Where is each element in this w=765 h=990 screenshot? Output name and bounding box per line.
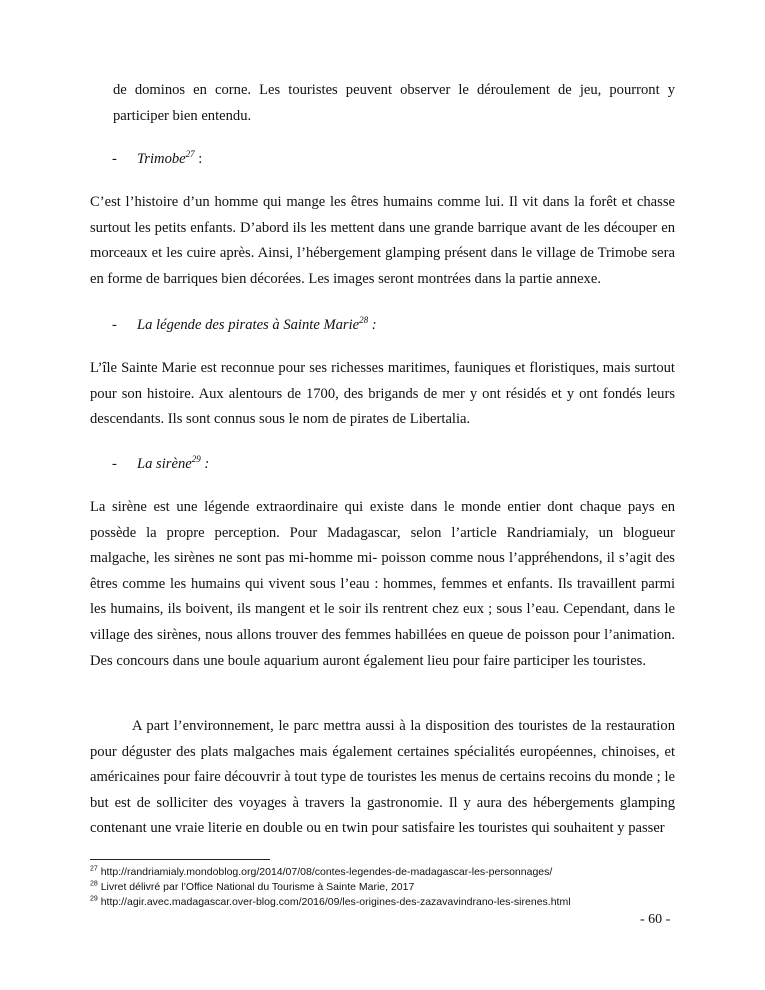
heading-title: Trimobe [137,151,186,167]
continuation-paragraph: de dominos en corne. Les touristes peuvent observer le déroulement de jeu, pourront y participer bien entendu. [113,82,675,124]
page-number: - 60 - [640,912,671,927]
heading-title: La légende des pirates à Sainte Marie [137,317,360,333]
footnote-ref: 28 [359,315,369,326]
bullet-dash: - [112,151,117,167]
paragraph-closing: A part l’environnement, le parc mettra aussi à la disposition des touristes de la restauration pour déguster des plats malgaches mais également certaines spécialités européennes, chinoises, et américaines pour faire découvrir à tout type de touristes les menus de certains recoins du monde ; le but est de solliciter des voyages à travers la gastronomie. Il y aura des hébergements glamping contenant une vraie literie en double ou en twin pour satisfaire les touristes qui souhaitent y passer [90,718,675,837]
heading-suffix: : [200,456,210,472]
footnote-text: http://randriamialy.mondoblog.org/2014/07/08/contes-legendes-de-madagascar-les-personnages/ [97,866,553,878]
heading-sirene [112,453,209,475]
paragraph-sirene: La sirène est une légende extraordinaire qui existe dans le monde entier dont chaque pays en possède la propre perception. Pour Madagascar, selon l’article Randriamialy, un blogueur malgache, les sirènes ne sont pas mi-homme mi- poisson comme nous l’appréhendons, il s’agit des êtres comme les humains qui vivent sous l’eau : hommes, femmes et enfants. Ils travaillent parmi les humains, ils boivent, ils mangent et le soir ils rentrent chez eux ; sous l’eau. Cependant, dans le village des sirènes, nous allons trouver des femmes habillées en queue de poisson pour l’animation. Des concours dans une boule aquarium auront également lieu pour faire participer les touristes. [90,499,675,669]
paragraph-pirates: L’île Sainte Marie est reconnue pour ses richesses maritimes, fauniques et floristiques, mais surtout pour son histoire. Aux alentours de 1700, des brigands de mer y ont résidés et y ont fondés leurs descendants. Ils sont connus sous le nom de pirates de Libertalia. [90,360,675,428]
bullet-dash: - [112,456,117,472]
footnote-29 [90,895,571,910]
footnote-28 [90,880,414,895]
footnote-ref: 27 [185,149,195,160]
bullet-dash: - [112,317,117,333]
footnote-number: 27 [90,865,98,873]
footnote-separator [90,859,270,860]
footnote-text: Livret délivré par l’Office National du Tourisme à Sainte Marie, 2017 [97,881,415,893]
paragraph-trimobe: C’est l’histoire d’un homme qui mange les êtres humains comme lui. Il vit dans la forêt et chasse surtout les petits enfants. D’abord ils les mettent dans une grande barrique avant de les découper en morceaux et les cuire après. Ainsi, l’hébergement glamping présent dans le village de Trimobe sera en forme de barriques bien décorées. Les images seront montrées dans la partie annexe. [90,194,675,287]
footnote-number: 29 [90,895,98,903]
heading-pirates [112,314,377,336]
heading-suffix: : [194,151,203,167]
footnote-27 [90,865,552,880]
footnote-text: http://agir.avec.madagascar.over-blog.com/2016/09/les-origines-des-zazavavindrano-les-sirenes.html [97,896,571,908]
heading-title: La sirène [137,456,192,472]
heading-trimobe [112,148,202,170]
heading-suffix: : [368,317,377,333]
footnote-ref: 29 [191,454,201,465]
footnote-number: 28 [90,880,98,888]
